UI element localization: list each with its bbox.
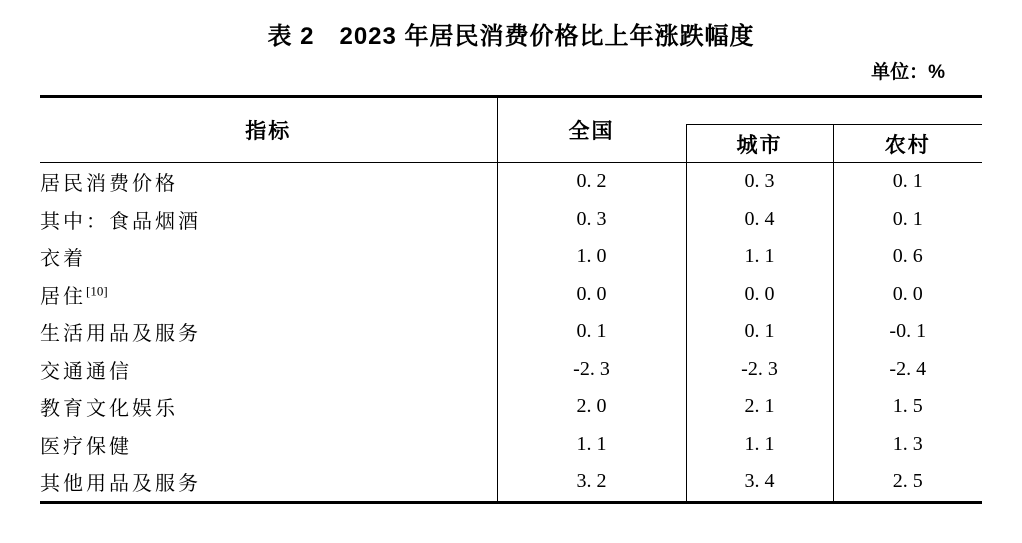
table-title: 表 2 2023 年居民消费价格比上年涨跌幅度 xyxy=(267,23,755,50)
value-cell-rural: 2. 5 xyxy=(892,470,923,493)
value-cell-urban: 0. 4 xyxy=(686,201,833,239)
value-cell-rural: 0. 6 xyxy=(892,245,923,268)
value-cell-rural: 0. 0 xyxy=(892,282,923,305)
value-cell-national: 0. 1 xyxy=(497,313,686,351)
value-cell-urban: 0. 1 xyxy=(686,313,833,351)
value-cell-urban: 3. 4 xyxy=(686,463,833,502)
value-cell-national: -2. 3 xyxy=(497,351,686,389)
value-cell-urban: 1. 1 xyxy=(686,238,833,276)
value-cell-rural: 0. 1 xyxy=(892,170,923,193)
indicator-cell: 衣着 xyxy=(40,238,497,276)
table-row xyxy=(40,463,982,502)
indicator-cell xyxy=(40,276,497,314)
value-cell-urban: 2. 1 xyxy=(686,388,833,426)
indicator-cell: 教育文化娱乐 xyxy=(40,388,497,426)
indicator-cell: 交通通信 xyxy=(40,351,497,389)
header-row-top xyxy=(40,97,982,125)
table-row xyxy=(40,388,982,426)
value-cell-national: 1. 0 xyxy=(497,238,686,276)
value-cell-national: 3. 2 xyxy=(497,463,686,502)
header-spacer xyxy=(686,97,982,125)
table-row xyxy=(40,163,982,201)
column-header-indicator: 指标 xyxy=(40,97,497,163)
column-header-rural: 农村 xyxy=(833,125,982,163)
value-cell-national: 0. 3 xyxy=(497,201,686,239)
table-row xyxy=(40,238,982,276)
value-cell-urban: 0. 0 xyxy=(686,276,833,314)
value-cell-rural: 1. 5 xyxy=(892,395,923,418)
footnote-ref: [10] xyxy=(86,283,108,299)
indicator-cell: 居民消费价格 xyxy=(40,163,497,201)
indicator-cell: 生活用品及服务 xyxy=(40,313,497,351)
unit-label: 单位：% xyxy=(871,62,945,83)
value-cell-national: 0. 0 xyxy=(497,276,686,314)
table-row xyxy=(40,201,982,239)
table-row xyxy=(40,276,982,314)
table-row xyxy=(40,313,982,351)
indicator-label: 居住 xyxy=(40,285,86,308)
value-cell-rural: 1. 3 xyxy=(892,432,923,455)
cpi-table xyxy=(40,95,982,504)
indicator-cell: 其中：食品烟酒 xyxy=(40,201,497,239)
table-header xyxy=(40,97,982,163)
column-header-national: 全国 xyxy=(497,97,686,163)
indicator-cell: 其他用品及服务 xyxy=(40,463,497,502)
table-row xyxy=(40,426,982,464)
column-header-urban: 城市 xyxy=(686,125,833,163)
value-cell-national: 1. 1 xyxy=(497,426,686,464)
value-cell-urban: 0. 3 xyxy=(686,163,833,201)
value-cell-rural: 0. 1 xyxy=(892,207,923,230)
indicator-cell: 医疗保健 xyxy=(40,426,497,464)
value-cell-rural: -0. 1 xyxy=(889,320,927,343)
value-cell-national: 0. 2 xyxy=(497,163,686,201)
value-cell-national: 2. 0 xyxy=(497,388,686,426)
value-cell-rural: -2. 4 xyxy=(889,357,927,380)
table-row xyxy=(40,351,982,389)
value-cell-urban: 1. 1 xyxy=(686,426,833,464)
value-cell-urban: -2. 3 xyxy=(686,351,833,389)
table-body xyxy=(40,163,982,503)
